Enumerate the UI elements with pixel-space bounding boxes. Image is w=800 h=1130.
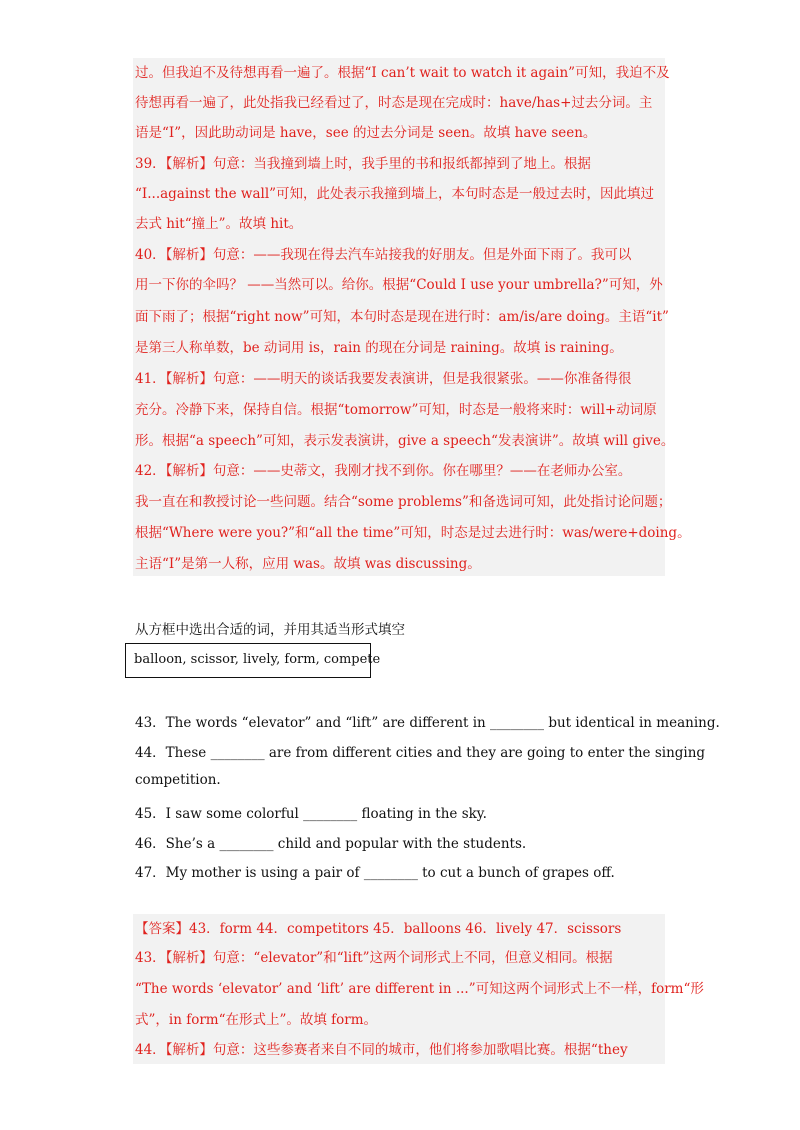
- analysis-line: 充分。冷静下来，保持自信。根据“tomorrow”可知，时态是一般将来时：will+动词原: [135, 402, 657, 418]
- question-45: 45．I saw some colorful ________ floating in the sky.: [135, 806, 487, 822]
- question-44-continued: competition.: [135, 772, 221, 788]
- question-43: 43．The words “elevator” and “lift” are different in ________ but identical in meaning.: [135, 715, 720, 731]
- analysis-line: 40．【解析】句意：——我现在得去汽车站接我的好朋友。但是外面下雨了。我可以: [135, 247, 632, 263]
- question-46: 46．She’s a ________ child and popular with the students.: [135, 836, 527, 852]
- analysis-line: 面下雨了；根据“right now”可知，本句时态是现在进行时：am/is/are doing。主语“it”: [135, 309, 669, 325]
- analysis-line: 根据“Where were you?”和“all the time”可知，时态是过去进行时：was/were+doing。: [135, 525, 691, 541]
- analysis-line: 待想再看一遍了，此处指我已经看过了，时态是现在完成时：have/has+过去分词。主: [135, 95, 653, 111]
- analysis-line: 用一下你的伞吗？ ——当然可以。给你。根据“Could I use your umbrella?”可知，外: [135, 277, 663, 293]
- analysis-line: 去式 hit“撞上”。故填 hit。: [135, 216, 303, 232]
- word-box: [125, 643, 381, 678]
- analysis-line: 42．【解析】句意：——史蒂文，我刚才找不到你。你在哪里？——在老师办公室。: [135, 463, 632, 479]
- analysis-line: 过。但我迫不及待想再看一遍了。根据“I can’t wait to watch it again”可知，我迫不及: [135, 65, 670, 81]
- word-box-text: balloon, scissor, lively, form, compete: [134, 652, 381, 667]
- analysis-line: 43．【解析】句意：“elevator”和“lift”这两个词形式上不同，但意义相同。根据: [135, 950, 613, 966]
- analysis-line: 41．【解析】句意：——明天的谈话我要发表演讲，但是我很紧张。——你准备得很: [135, 371, 632, 387]
- question-44: 44．These ________ are from different cities and they are going to enter the singing: [135, 745, 706, 761]
- analysis-line: 我一直在和教授讨论一些问题。结合“some problems”和备选词可知，此处指讨论问题；: [135, 494, 672, 510]
- section-instruction: 从方框中选出合适的词，并用其适当形式填空: [135, 622, 405, 638]
- question-47: 47．My mother is using a pair of ________ to cut a bunch of grapes off.: [135, 865, 615, 881]
- answer-line: 【答案】43．form 44．competitors 45．balloons 46．lively 47．scissors: [135, 921, 622, 937]
- analysis-block-bottom: [133, 914, 704, 1064]
- analysis-line: 主语“I”是第一人称，应用 was。故填 was discussing。: [135, 556, 481, 572]
- analysis-line: 39．【解析】句意：当我撞到墙上时，我手里的书和报纸都掉到了地上。根据: [135, 156, 591, 172]
- analysis-line: 是第三人称单数，be 动词用 is，rain 的现在分词是 raining。故填 is raining。: [135, 340, 623, 356]
- analysis-line: “The words ‘elevator’ and ‘lift’ are different in ...”可知这两个词形式上不一样，form“形: [135, 981, 704, 997]
- analysis-line: 形。根据“a speech”可知，表示发表演讲，give a speech“发表演讲”。故填 will give。: [135, 433, 675, 449]
- analysis-block-top: [133, 58, 691, 576]
- analysis-line: “I...against the wall”可知，此处表示我撞到墙上，本句时态是一般过去时，因此填过: [135, 186, 655, 202]
- analysis-line: 44．【解析】句意：这些参赛者来自不同的城市，他们将参加歌唱比赛。根据“they: [135, 1042, 628, 1058]
- analysis-line: 语是“I”，因此助动词是 have，see 的过去分词是 seen。故填 have seen。: [135, 125, 597, 141]
- analysis-line: 式”，in form“在形式上”。故填 form。: [135, 1012, 378, 1028]
